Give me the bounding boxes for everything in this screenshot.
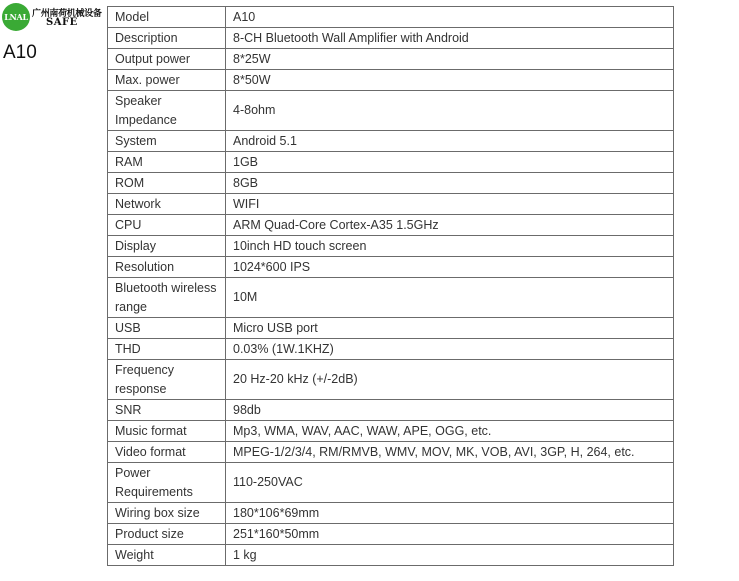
spec-value: 10M xyxy=(226,278,674,318)
spec-label: THD xyxy=(108,339,226,360)
spec-label: Video format xyxy=(108,442,226,463)
table-row xyxy=(108,173,674,194)
spec-value: 180*106*69mm xyxy=(226,503,674,524)
spec-value: ARM Quad-Core Cortex-A35 1.5GHz xyxy=(226,215,674,236)
spec-label: Output power xyxy=(108,49,226,70)
spec-label: Network xyxy=(108,194,226,215)
table-row xyxy=(108,318,674,339)
spec-label: Frequency response xyxy=(108,360,226,400)
spec-value: 8*25W xyxy=(226,49,674,70)
spec-value: 98db xyxy=(226,400,674,421)
logo-chinese-name: 广州南荷机械设备 xyxy=(32,9,102,19)
spec-value: A10 xyxy=(226,7,674,28)
table-row xyxy=(108,49,674,70)
table-row xyxy=(108,503,674,524)
table-row xyxy=(108,339,674,360)
spec-value: 0.03% (1W.1KHZ) xyxy=(226,339,674,360)
spec-label: CPU xyxy=(108,215,226,236)
spec-label: Bluetooth wireless range xyxy=(108,278,226,318)
spec-value: 1GB xyxy=(226,152,674,173)
table-row xyxy=(108,215,674,236)
spec-value: 110-250VAC xyxy=(226,463,674,503)
spec-label: Model xyxy=(108,7,226,28)
spec-label: Product size xyxy=(108,524,226,545)
table-row xyxy=(108,236,674,257)
table-row xyxy=(108,7,674,28)
logo-mark: LNAL xyxy=(2,3,30,31)
table-row xyxy=(108,545,674,566)
table-row xyxy=(108,442,674,463)
model-title: A10 xyxy=(3,42,37,63)
spec-label: Speaker Impedance xyxy=(108,91,226,131)
table-row xyxy=(108,91,674,131)
table-row xyxy=(108,70,674,91)
logo-english-name: SAFE xyxy=(46,17,78,28)
table-row xyxy=(108,257,674,278)
spec-label: USB xyxy=(108,318,226,339)
spec-label: RAM xyxy=(108,152,226,173)
spec-value: 4-8ohm xyxy=(226,91,674,131)
table-row xyxy=(108,421,674,442)
spec-label: Display xyxy=(108,236,226,257)
table-row xyxy=(108,524,674,545)
spec-label: ROM xyxy=(108,173,226,194)
table-row xyxy=(108,194,674,215)
spec-label: Music format xyxy=(108,421,226,442)
spec-label: Wiring box size xyxy=(108,503,226,524)
table-row xyxy=(108,131,674,152)
company-logo xyxy=(2,3,106,31)
spec-value: 10inch HD touch screen xyxy=(226,236,674,257)
table-row xyxy=(108,152,674,173)
spec-label: Resolution xyxy=(108,257,226,278)
spec-value: 8GB xyxy=(226,173,674,194)
table-row xyxy=(108,28,674,49)
spec-value: Micro USB port xyxy=(226,318,674,339)
table-row xyxy=(108,463,674,503)
spec-value: 20 Hz-20 kHz (+/-2dB) xyxy=(226,360,674,400)
spec-value: MPEG-1/2/3/4, RM/RMVB, WMV, MOV, MK, VOB, AVI, 3GP, H, 264, etc. xyxy=(226,442,674,463)
spec-value: 8*50W xyxy=(226,70,674,91)
spec-label: Max. power xyxy=(108,70,226,91)
spec-value: Android 5.1 xyxy=(226,131,674,152)
spec-label: Description xyxy=(108,28,226,49)
table-row xyxy=(108,278,674,318)
spec-value: 1 kg xyxy=(226,545,674,566)
spec-table xyxy=(107,6,674,566)
spec-value: 251*160*50mm xyxy=(226,524,674,545)
spec-label: Weight xyxy=(108,545,226,566)
table-row xyxy=(108,360,674,400)
spec-label: System xyxy=(108,131,226,152)
spec-value: 8-CH Bluetooth Wall Amplifier with Android xyxy=(226,28,674,49)
spec-label: Power Requirements xyxy=(108,463,226,503)
table-row xyxy=(108,400,674,421)
spec-value: WIFI xyxy=(226,194,674,215)
spec-label: SNR xyxy=(108,400,226,421)
spec-value: 1024*600 IPS xyxy=(226,257,674,278)
spec-value: Mp3, WMA, WAV, AAC, WAW, APE, OGG, etc. xyxy=(226,421,674,442)
